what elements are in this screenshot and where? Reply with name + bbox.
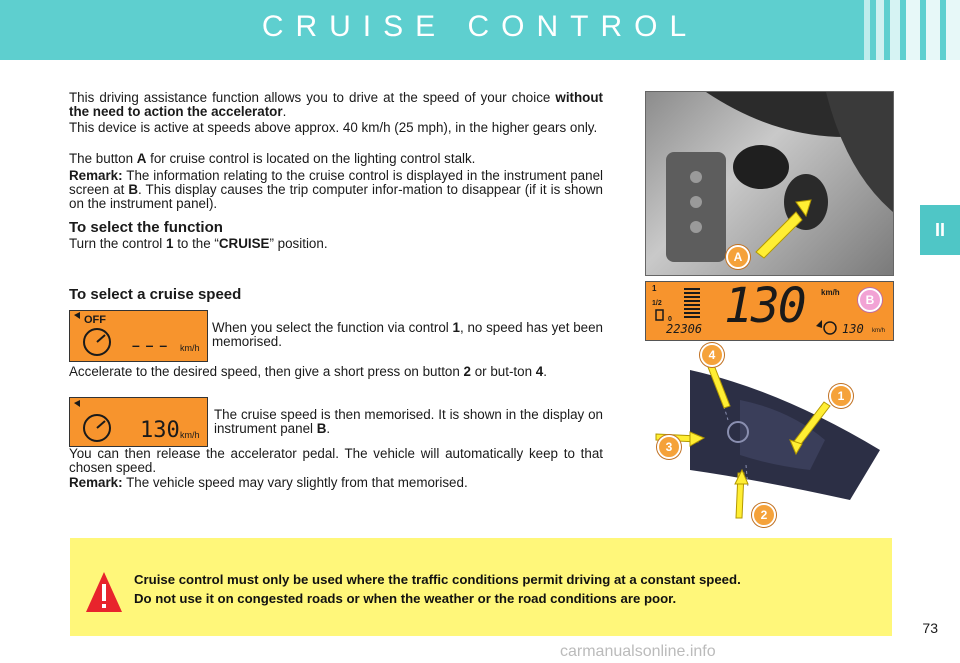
lcd-unit-2: km/h bbox=[180, 430, 200, 440]
lcd-display-130 bbox=[69, 397, 208, 447]
section-tab: II bbox=[920, 205, 960, 255]
steering-column-photo bbox=[645, 91, 894, 276]
label-3-badge: 3 bbox=[657, 435, 681, 459]
lcd-dashes: – – – bbox=[132, 337, 169, 353]
warning-icon bbox=[84, 570, 124, 614]
intro-paragraph-2: This device is active at speeds above approx. 40 km/h (25 mph), in the higher gears only. bbox=[69, 120, 598, 135]
page-title: CRUISE CONTROL bbox=[261, 10, 699, 43]
fuel-top-label: 1 bbox=[652, 284, 657, 293]
lcd-speed: 130 bbox=[140, 418, 180, 443]
instrument-panel-display bbox=[645, 278, 894, 341]
panel-speed: 130 bbox=[724, 278, 805, 334]
heading-select-speed: To select a cruise speed bbox=[69, 286, 242, 303]
header-bar bbox=[0, 0, 960, 60]
label-4-badge: 4 bbox=[700, 343, 724, 367]
label-a-badge: A bbox=[726, 245, 750, 269]
label-b-badge: B bbox=[858, 288, 882, 312]
fuel-bottom-label: 0 bbox=[668, 316, 672, 323]
panel-odometer: 22306 bbox=[666, 322, 703, 336]
steering-wheel-illustration bbox=[646, 92, 893, 275]
label-1-badge: 1 bbox=[829, 384, 853, 408]
select-function-text: Turn the control 1 to the “CRUISE” position. bbox=[69, 236, 328, 251]
panel-small-speed: 130 bbox=[842, 322, 864, 336]
heading-select-function: To select the function bbox=[69, 219, 223, 236]
warning-line-2: Do not use it on congested roads or when the weather or the road conditions are poor. bbox=[134, 591, 677, 606]
footer-watermark: carmanualsonline.info bbox=[560, 643, 716, 660]
panel-unit: km/h bbox=[821, 288, 840, 297]
intro-remark: Remark: The information relating to the cruise control is displayed in the instrument panel screen at B. This display causes the trip computer infor-mation to disappear (if it is shown on the instrument panel). bbox=[69, 168, 603, 211]
lcd-display-off bbox=[69, 310, 208, 362]
label-2-badge: 2 bbox=[752, 503, 776, 527]
warning-line-1: Cruise control must only be used where the traffic conditions permit driving at a constant speed. bbox=[134, 572, 741, 587]
panel-small-unit: km/h bbox=[872, 328, 886, 334]
select-speed-text-2: Accelerate to the desired speed, then give a short press on button 2 or but-ton 4. bbox=[69, 364, 547, 379]
warning-box bbox=[70, 538, 892, 636]
intro-paragraph-3: The button A for cruise control is located on the lighting control stalk. bbox=[69, 151, 476, 166]
lcd-unit: km/h bbox=[180, 343, 200, 353]
select-speed-remark: Remark: The vehicle speed may vary slightly from that memorised. bbox=[69, 475, 468, 490]
fuel-mid-label: 1/2 bbox=[652, 300, 662, 307]
select-speed-text-3: The cruise speed is then memorised. It is shown in the display on instrument panel B. bbox=[214, 407, 603, 436]
page-number: 73 bbox=[922, 620, 938, 636]
header-stripes bbox=[864, 0, 960, 60]
select-speed-text-4: You can then release the accelerator pedal. The vehicle will automatically keep to that chosen speed. bbox=[69, 446, 603, 475]
select-speed-text-1: When you select the function via control 1, no speed has yet been memorised. bbox=[212, 320, 603, 349]
intro-paragraph-1: This driving assistance function allows you to drive at the speed of your choice without the need to action the accelerator. bbox=[69, 90, 603, 119]
stalk-illustration bbox=[650, 340, 890, 530]
lcd-off-label: OFF bbox=[84, 314, 106, 326]
